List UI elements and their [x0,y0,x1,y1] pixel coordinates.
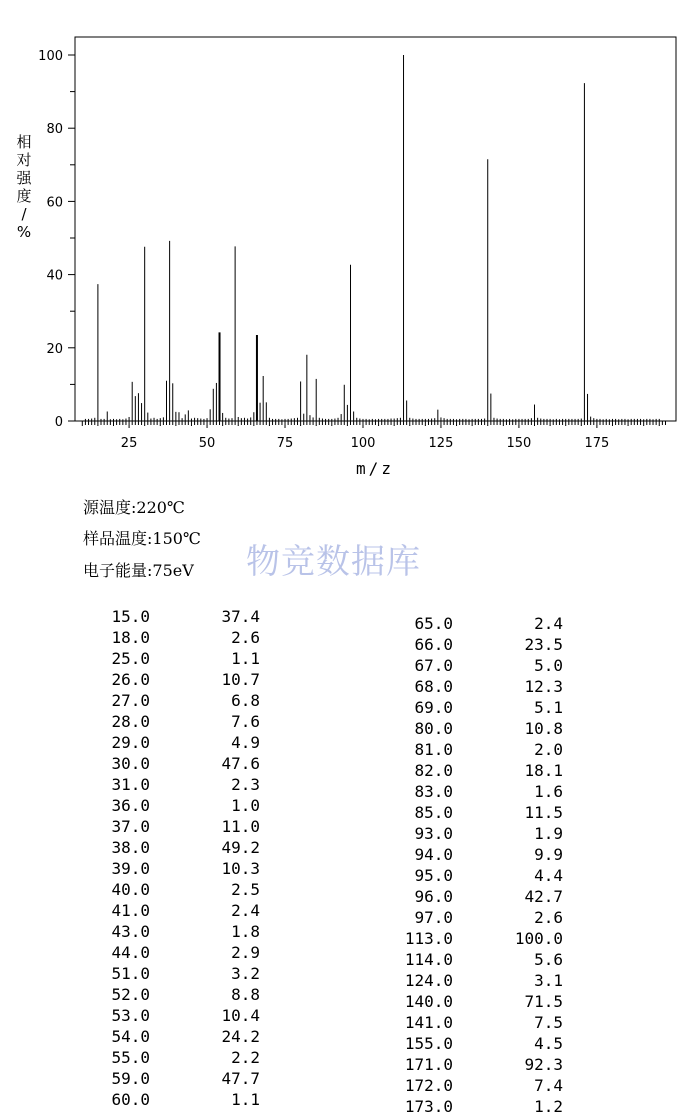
intensity-value: 11.0 [221,817,260,836]
intensity-value: 1.1 [231,649,260,668]
intensity-value: 2.6 [231,628,260,647]
y-label-char: 强 [16,169,32,187]
mz-value: 60.0 [111,1090,150,1109]
mz-value: 68.0 [414,677,453,696]
minor-peaks [85,417,659,421]
table-row [383,782,643,803]
y-tick-label: 20 [46,341,63,357]
table-row [383,950,643,971]
mz-value: 27.0 [111,691,150,710]
table-row [80,838,340,859]
mz-value: 81.0 [414,740,453,759]
intensity-value: 5.6 [534,950,563,969]
intensity-value: 2.6 [534,908,563,927]
mz-value: 53.0 [111,1006,150,1025]
mz-value: 38.0 [111,838,150,857]
intensity-value: 10.7 [221,670,260,689]
mz-value: 43.0 [111,922,150,941]
intensity-value: 6.8 [231,691,260,710]
table-row [80,859,340,880]
mz-value: 28.0 [111,712,150,731]
mz-value: 31.0 [111,775,150,794]
mz-value: 26.0 [111,670,150,689]
table-row [383,656,643,677]
intensity-value: 1.2 [534,1097,563,1116]
intensity-value: 47.7 [221,1069,260,1088]
intensity-value: 7.5 [534,1013,563,1032]
table-row [383,908,643,929]
table-row [80,670,340,691]
intensity-value: 1.8 [231,922,260,941]
table-row [80,901,340,922]
mz-value: 82.0 [414,761,453,780]
mz-value: 37.0 [111,817,150,836]
table-row [383,1097,643,1118]
table-row [80,880,340,901]
mz-value: 18.0 [111,628,150,647]
intensity-value: 4.5 [534,1034,563,1053]
table-row [80,1006,340,1027]
mz-value: 113.0 [404,929,453,948]
intensity-value: 10.8 [524,719,563,738]
watermark: 物竞数据库 [246,542,421,582]
intensity-value: 2.0 [534,740,563,759]
mz-value: 85.0 [414,803,453,822]
mz-value: 97.0 [414,908,453,927]
intensity-value: 10.3 [221,859,260,878]
intensity-value: 2.2 [231,1048,260,1067]
x-tick-label: 125 [428,436,454,451]
mz-value: 171.0 [404,1055,453,1074]
mz-value: 51.0 [111,964,150,983]
mz-value: 29.0 [111,733,150,752]
table-row [80,922,340,943]
mz-value: 44.0 [111,943,150,962]
x-axis-ticks [82,421,665,451]
table-row [80,964,340,985]
intensity-value: 2.9 [231,943,260,962]
y-label-char: / [21,205,27,223]
intensity-value: 7.4 [534,1076,563,1095]
intensity-value: 4.9 [231,733,260,752]
x-tick-label: 75 [276,436,294,451]
mz-value: 83.0 [414,782,453,801]
intensity-value: 2.4 [231,901,260,920]
y-label-char: 对 [16,151,32,169]
x-axis-label: m/z [356,459,394,478]
mz-value: 124.0 [404,971,453,990]
table-row [80,1048,340,1069]
y-axis-ticks [38,49,75,430]
mz-value: 65.0 [414,614,453,633]
x-tick-label: 100 [350,436,376,451]
table-row [383,845,643,866]
mz-value: 67.0 [414,656,453,675]
table-row [383,740,643,761]
table-row [383,1013,643,1034]
mz-value: 155.0 [404,1034,453,1053]
intensity-value: 1.1 [231,1090,260,1109]
mz-value: 40.0 [111,880,150,899]
intensity-value: 18.1 [524,761,563,780]
table-row [80,691,340,712]
intensity-value: 7.6 [231,712,260,731]
y-tick-label: 0 [54,415,63,430]
mz-value: 25.0 [111,649,150,668]
mz-value: 39.0 [111,859,150,878]
mz-value: 15.0 [111,607,150,626]
intensity-value: 2.3 [231,775,260,794]
intensity-value: 92.3 [524,1055,563,1074]
plot-frame [75,37,676,421]
table-row [80,796,340,817]
table-row [80,628,340,649]
intensity-value: 8.8 [231,985,260,1004]
table-row [383,887,643,908]
table-row [80,649,340,670]
y-label-char: % [16,223,32,241]
y-tick-label: 80 [46,122,63,138]
mz-value: 69.0 [414,698,453,717]
table-row [383,614,643,635]
intensity-value: 1.0 [231,796,260,815]
table-row [383,1034,643,1055]
intensity-value: 100.0 [514,929,563,948]
mz-value: 93.0 [414,824,453,843]
intensity-value: 2.5 [231,880,260,899]
mz-value: 59.0 [111,1069,150,1088]
intensity-value: 12.3 [524,677,563,696]
mz-value: 41.0 [111,901,150,920]
intensity-value: 71.5 [524,992,563,1011]
mz-value: 173.0 [404,1097,453,1116]
table-row [80,733,340,754]
mz-value: 80.0 [414,719,453,738]
table-row [383,1055,643,1076]
mz-value: 66.0 [414,635,453,654]
table-row [383,971,643,992]
table-row [383,635,643,656]
mz-value: 94.0 [414,845,453,864]
mz-value: 55.0 [111,1048,150,1067]
major-peaks [98,55,591,421]
intensity-value: 4.4 [534,866,563,885]
x-tick-label: 50 [198,436,216,451]
electron-energy: 电子能量:75eV [83,561,194,580]
intensity-value: 5.0 [534,656,563,675]
sample-temperature: 样品温度:150℃ [83,529,201,548]
table-row [80,1090,340,1111]
y-tick-label: 60 [46,195,63,211]
y-tick-label: 40 [46,268,63,284]
mz-value: 96.0 [414,887,453,906]
intensity-value: 1.6 [534,782,563,801]
table-row [80,607,340,628]
table-row [383,677,643,698]
y-label-char: 度 [16,187,32,205]
table-row [383,719,643,740]
x-tick-label: 150 [506,436,532,451]
table-row [383,866,643,887]
intensity-value: 49.2 [221,838,260,857]
intensity-value: 3.1 [534,971,563,990]
intensity-value: 42.7 [524,887,563,906]
mz-value: 140.0 [404,992,453,1011]
intensity-value: 11.5 [524,803,563,822]
y-label-char: 相 [16,133,32,151]
source-temperature: 源温度:220℃ [83,498,185,517]
mz-value: 54.0 [111,1027,150,1046]
table-row [383,761,643,782]
x-tick-label: 175 [584,436,610,451]
intensity-value: 24.2 [221,1027,260,1046]
intensity-value: 5.1 [534,698,563,717]
mz-value: 30.0 [111,754,150,773]
table-row [80,817,340,838]
mz-value: 172.0 [404,1076,453,1095]
intensity-value: 23.5 [524,635,563,654]
intensity-value: 3.2 [231,964,260,983]
mz-value: 52.0 [111,985,150,1004]
table-row [80,985,340,1006]
table-row [80,1027,340,1048]
intensity-value: 1.9 [534,824,563,843]
y-axis-label [16,133,32,241]
table-row [383,929,643,950]
table-row [80,712,340,733]
table-row [383,698,643,719]
table-row [80,943,340,964]
y-tick-label: 100 [38,49,63,64]
table-row [383,803,643,824]
intensity-value: 37.4 [221,607,260,626]
table-row [383,824,643,845]
mz-value: 95.0 [414,866,453,885]
intensity-value: 47.6 [221,754,260,773]
table-row [383,1076,643,1097]
mz-value: 114.0 [404,950,453,969]
mz-value: 36.0 [111,796,150,815]
table-row [383,992,643,1013]
intensity-value: 10.4 [221,1006,260,1025]
intensity-value: 9.9 [534,845,563,864]
mz-value: 141.0 [404,1013,453,1032]
table-row [80,1069,340,1090]
table-row [80,775,340,796]
intensity-value: 2.4 [534,614,563,633]
table-row [80,754,340,775]
mass-spectrum-chart [0,0,687,490]
x-tick-label: 25 [120,436,138,451]
